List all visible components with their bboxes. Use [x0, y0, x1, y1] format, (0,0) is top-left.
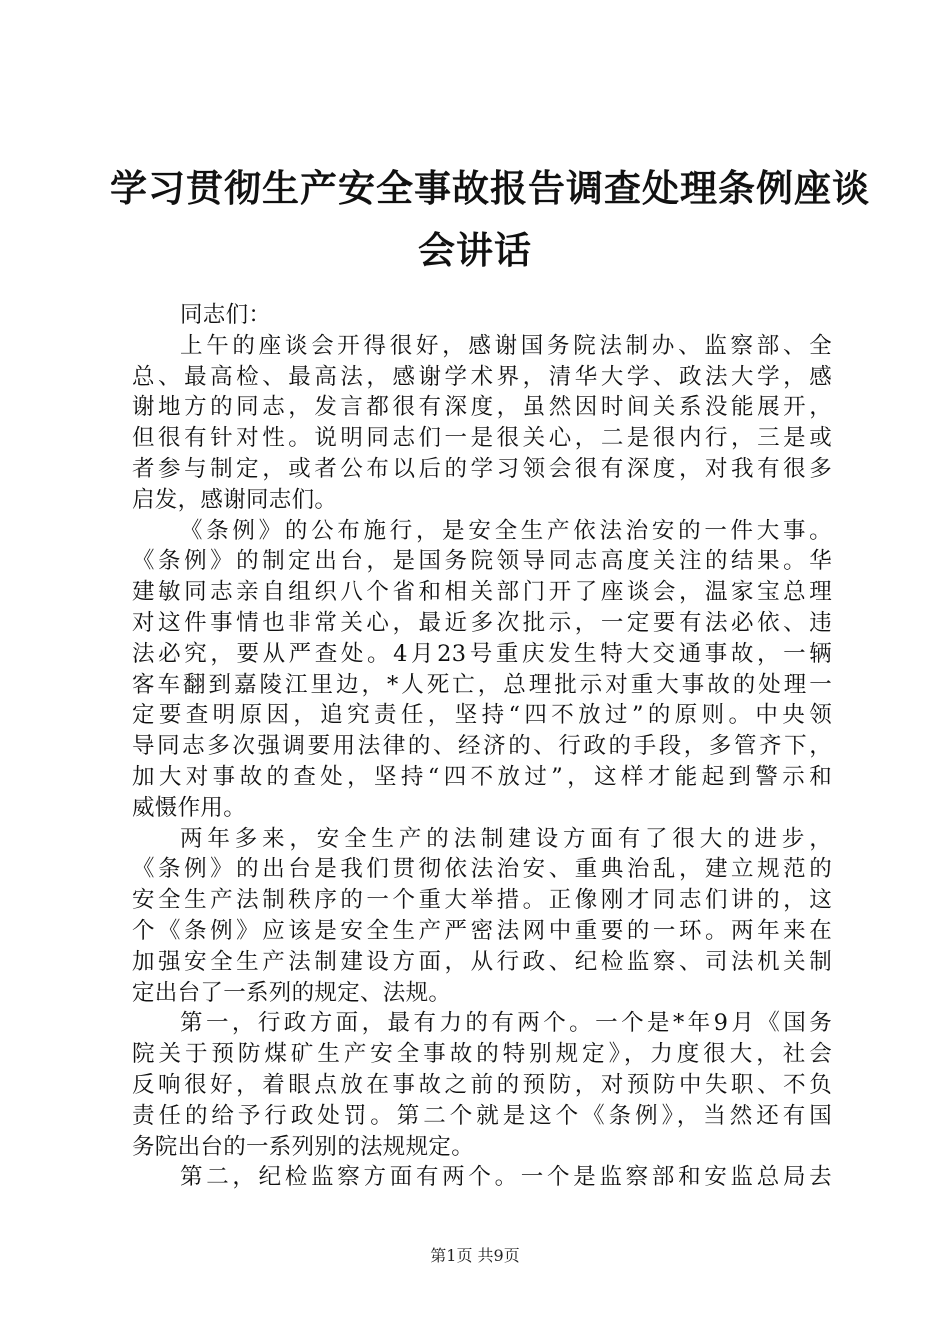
text-line: 建敏同志亲自组织八个省和相关部门开了座谈会，温家宝总理: [132, 579, 832, 606]
text-line: 客车翻到嘉陵江里边，*人死亡，总理批示对重大事故的处理一: [132, 671, 832, 698]
text-line: 加强安全生产法制建设方面，从行政、纪检监察、司法机关制: [132, 948, 832, 975]
text-line: 法必究，要从严查处。4月23号重庆发生特大交通事故，一辆: [132, 640, 832, 667]
text-line: 第一，行政方面，最有力的有两个。一个是*年9月《国务: [180, 1010, 832, 1037]
text-line: 第二，纪检监察方面有两个。一个是监察部和安监总局去: [180, 1164, 832, 1191]
text-line: 同志们：: [180, 302, 272, 328]
text-line: 务院出台的一系列别的法规规定。: [132, 1133, 475, 1160]
document-title-line-1: 学习贯彻生产安全事故报告调查处理条例座谈: [110, 167, 870, 210]
page-number: 第1页 共9页: [430, 1246, 520, 1265]
text-line: 定出台了一系列的规定、法规。: [132, 979, 452, 1006]
text-line: 《条例》的制定出台，是国务院领导同志高度关注的结果。华: [132, 548, 832, 575]
text-line: 责任的给予行政处罚。第二个就是这个《条例》，当然还有国: [132, 1102, 832, 1129]
text-line: 导同志多次强调要用法律的、经济的、行政的手段，多管齐下，: [132, 733, 832, 760]
text-line: 上午的座谈会开得很好，感谢国务院法制办、监察部、全: [180, 332, 832, 359]
text-line: 威慑作用。: [132, 794, 247, 821]
text-line: 两年多来，安全生产的法制建设方面有了很大的进步，: [180, 825, 832, 852]
text-line: 《条例》的出台是我们贯彻依法治安、重典治乱，建立规范的: [132, 856, 832, 883]
text-line: 者参与制定，或者公布以后的学习领会很有深度，对我有很多: [132, 455, 832, 482]
text-line: 反响很好，着眼点放在事故之前的预防，对预防中失职、不负: [132, 1071, 832, 1098]
text-line: 加大对事故的查处，坚持“四不放过”，这样才能起到警示和: [132, 763, 832, 790]
text-line: 个《条例》应该是安全生产严密法网中重要的一环。两年来在: [132, 917, 832, 944]
text-line: 谢地方的同志，发言都很有深度，虽然因时间关系没能展开，: [132, 394, 832, 421]
text-line: 对这件事情也非常关心，最近多次批示，一定要有法必依、违: [132, 609, 832, 636]
text-line: 但很有针对性。说明同志们一是很关心，二是很内行，三是或: [132, 425, 832, 452]
text-line: 安全生产法制秩序的一个重大举措。正像刚才同志们讲的，这: [132, 887, 832, 914]
text-line: 院关于预防煤矿生产安全事故的特别规定》，力度很大，社会: [132, 1041, 832, 1068]
document-title-line-2: 会讲话: [418, 229, 532, 272]
document-body: [132, 300, 832, 1193]
text-line: 启发，感谢同志们。: [132, 486, 338, 513]
text-line: 定要查明原因，追究责任，坚持“四不放过”的原则。中央领: [132, 702, 832, 729]
text-line: 总、最高检、最高法，感谢学术界，清华大学、政法大学，感: [132, 363, 832, 390]
text-line: 《条例》的公布施行，是安全生产依法治安的一件大事。: [180, 517, 832, 544]
